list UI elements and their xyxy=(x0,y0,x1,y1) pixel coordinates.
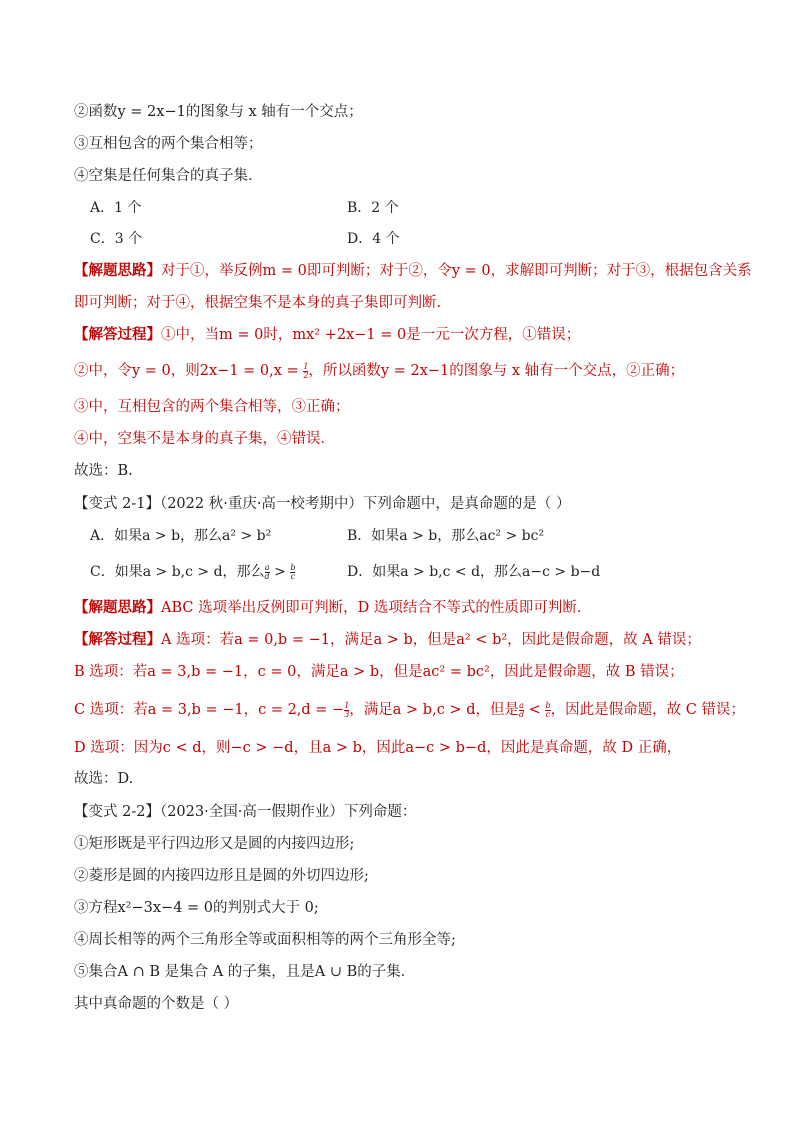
q1-process-4: ④中，空集不是本身的真子集，④错误． xyxy=(74,431,335,447)
q1-fraction-den: 2 xyxy=(303,370,309,380)
q1-thinking-cont: 即可判断；对于④，根据空集不是本身的真子集即可判断. xyxy=(74,295,442,311)
q3-item-1: ①矩形既是平行四边形又是圆的内接四边形; xyxy=(74,836,355,852)
q1-option-d: D．4 个 xyxy=(347,231,400,247)
q2-option-d: D．如果a > b,c < d，那么a−c > b−d xyxy=(347,564,601,580)
q1-item-3: ③互相包含的两个集合相等； xyxy=(74,136,263,152)
q2-process-c xyxy=(74,700,745,720)
q1-item-4: ④空集是任何集合的真子集． xyxy=(74,168,263,184)
q2-option-c-frac-1-num: a xyxy=(264,562,270,572)
q2-process-tag: 【解答过程】 xyxy=(74,631,161,648)
q2-process-c-post: ，因此是假命题，故 C 错误； xyxy=(550,702,745,718)
q2-process-c-frac-ad-den: d xyxy=(518,709,525,719)
q2-answer: 故选：D. xyxy=(74,771,134,787)
q2-process-d: D 选项：因为c < d，则−c > −d，且a > b，因此a−c > b−d，因此是真命题，故 D 正确， xyxy=(74,740,682,756)
q1-option-b: B．2 个 xyxy=(347,200,399,216)
q1-process-3: ③中，互相包含的两个集合相等，③正确； xyxy=(74,399,350,415)
q1-thinking-text-1: 对于①，举反例m = 0即可判断；对于②，令y = 0，求解即可判断；对于③，根据包含关系 xyxy=(161,263,752,279)
q2-process-c-mid: ，满足a > b,c > d，但是 xyxy=(349,702,519,718)
q3-item-3: ③方程x²−3x−4 = 0的判别式大于 0; xyxy=(74,900,319,916)
q2-process-b: B 选项：若a = 3,b = −1，c = 0，满足a > b，但是ac² = bc²，因此是假命题，故 B 错误； xyxy=(74,664,684,680)
q2-option-b: B．如果a > b，那么ac² > bc² xyxy=(347,528,545,544)
q2-process-c-lt: < xyxy=(524,702,546,718)
q1-thinking-tag: 【解题思路】 xyxy=(74,262,161,279)
q2-option-c-frac-2-den: c xyxy=(290,571,296,581)
q2-option-c-frac-1-den: d xyxy=(264,571,270,581)
q1-process-2 xyxy=(74,361,684,381)
q1-process-tag: 【解答过程】 xyxy=(74,326,161,343)
q3-title: 【变式 2-2】（2023·全国·高一假期作业）下列命题： xyxy=(74,804,417,820)
q2-process-c-frac-bc-den: c xyxy=(545,709,551,719)
q1-answer: 故选：B. xyxy=(74,463,133,479)
q2-process-a-text: A 选项：若a = 0,b = −1，满足a > b，但是a² < b²，因此是假命题，故 A 错误； xyxy=(161,632,701,648)
q2-title: 【变式 2-1】（2022 秋·重庆·高一校考期中）下列命题中，是真命题的是（ ） xyxy=(74,496,571,512)
q1-process-2a: ②中，令y = 0，则2x−1 = 0,x = xyxy=(74,363,304,379)
q1-thinking xyxy=(74,261,752,281)
q2-thinking-tag: 【解题思路】 xyxy=(74,599,161,616)
q3-item-5: ⑤集合A ∩ B 是集合 A 的子集，且是A ∪ B的子集． xyxy=(74,964,416,980)
q1-process-2b: ，所以函数y = 2x−1的图象与 x 轴有一个交点，②正确； xyxy=(308,363,685,379)
q2-process-c-pre: C 选项：若a = 3,b = −1，c = 2,d = − xyxy=(74,702,345,718)
q1-process-1 xyxy=(74,325,580,345)
q2-option-a: A．如果a > b，那么a² > b² xyxy=(90,528,272,544)
q3-item-2: ②菱形是圆的内接四边形且是圆的外切四边形; xyxy=(74,868,369,884)
q1-item-2: ②函数y = 2x−1的图象与 x 轴有一个交点； xyxy=(74,104,363,120)
q2-process-c-frac-third-den: 3 xyxy=(344,709,350,719)
q2-option-c-text: C．如果a > b,c > d，那么 xyxy=(90,564,265,580)
q1-process-text-1: ①中，当m = 0时，mx² +2x−1 = 0是一元一次方程，①错误； xyxy=(161,327,581,343)
q2-process-c-frac-ad-num: a xyxy=(519,700,524,710)
q2-thinking xyxy=(74,598,581,618)
q2-option-c-gt: > xyxy=(269,564,291,580)
q2-option-c-frac-2 xyxy=(290,564,295,581)
q1-option-c: C．3 个 xyxy=(90,231,143,247)
q2-process-a xyxy=(74,630,701,650)
q2-option-c xyxy=(90,562,295,582)
q2-thinking-text: ABC 选项举出反例即可判断，D 选项结合不等式的性质即可判断. xyxy=(161,600,582,616)
q2-process-c-frac-third-num: 1 xyxy=(344,700,350,710)
q3-question: 其中真命题的个数是（ ） xyxy=(74,996,239,1012)
q2-process-c-frac-bc-num: b xyxy=(545,700,551,710)
q1-option-a: A．1 个 xyxy=(90,200,142,216)
q1-fraction-num: 1 xyxy=(303,361,309,371)
q2-option-c-frac-2-num: b xyxy=(290,562,296,572)
q3-item-4: ④周长相等的两个三角形全等或面积相等的两个三角形全等; xyxy=(74,932,456,948)
